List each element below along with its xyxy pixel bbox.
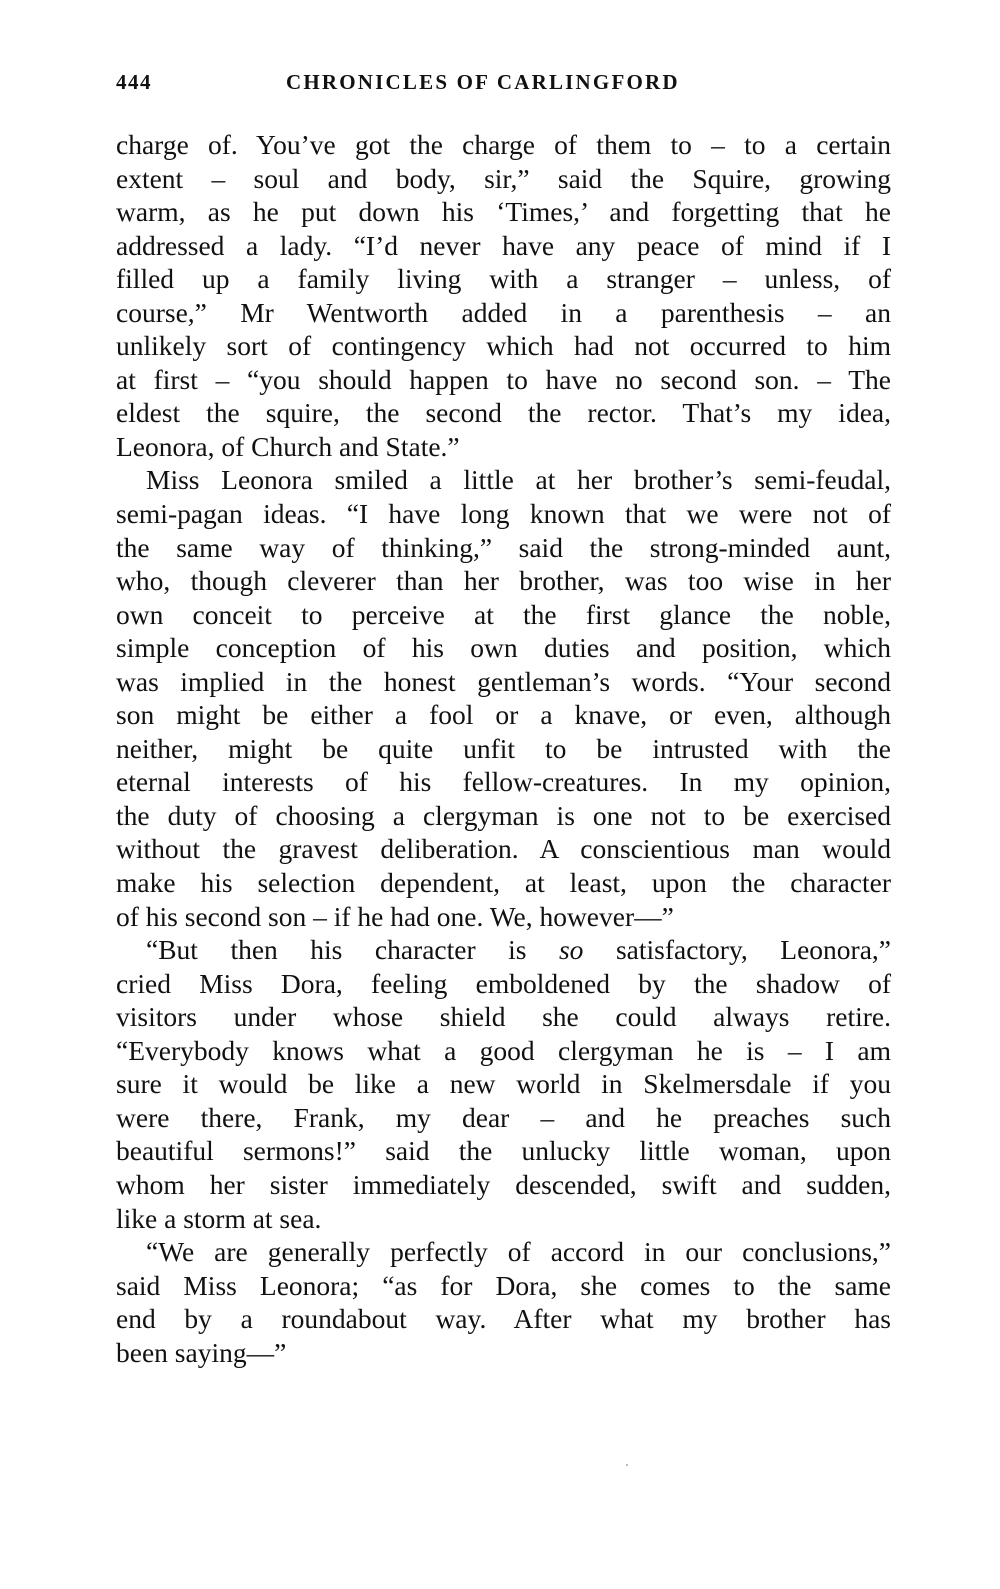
text-line: unlikely sort of contingency which had not occurred to him [116, 330, 891, 362]
text-line: been saying—” [116, 1336, 287, 1368]
text-line: whom her sister immediately descended, swift and sudden, [116, 1168, 891, 1200]
text-run: “But then his character is [146, 934, 559, 966]
text-line: “Everybody knows what a good clergyman he is – I am [116, 1034, 891, 1066]
scan-speck [626, 1464, 628, 1466]
text-line: said Miss Leonora; “as for Dora, she comes to the same [116, 1269, 891, 1301]
paragraph-4 [116, 1235, 891, 1369]
text-line: was implied in the honest gentleman’s words. “Your second [116, 665, 891, 697]
text-line: eldest the squire, the second the rector. That’s my idea, [116, 397, 891, 429]
text-line: make his selection dependent, at least, upon the character [116, 867, 891, 899]
text-line: end by a roundabout way. After what my brother has [116, 1303, 891, 1335]
text-line: Miss Leonora smiled a little at her brother’s semi-feudal, [146, 464, 891, 496]
text-line: Leonora, of Church and State.” [116, 430, 460, 462]
body-text [116, 128, 891, 1369]
text-line: semi-pagan ideas. “I have long known that we were not of [116, 498, 891, 530]
text-line: at first – “you should happen to have no second son. – The [116, 363, 891, 395]
text-line: son might be either a fool or a knave, or even, although [116, 699, 891, 731]
running-header [116, 70, 896, 100]
text-line: were there, Frank, my dear – and he preaches such [116, 1101, 891, 1133]
text-line: course,” Mr Wentworth added in a parenthesis – an [116, 296, 891, 328]
text-line: of his second son – if he had one. We, however—” [116, 900, 674, 932]
text-line [116, 933, 891, 967]
paragraph-2 [116, 463, 891, 933]
emphasis-text: so [558, 934, 584, 966]
text-line: simple conception of his own duties and position, which [116, 632, 891, 664]
text-line: cried Miss Dora, feeling emboldened by the shadow of [116, 967, 891, 999]
text-line: visitors under whose shield she could always retire. [116, 1001, 891, 1033]
text-line: beautiful sermons!” said the unlucky little woman, upon [116, 1135, 891, 1167]
paragraph-3 [116, 933, 891, 1235]
text-line: like a storm at sea. [116, 1202, 322, 1234]
text-line: warm, as he put down his ‘Times,’ and forgetting that he [116, 196, 891, 228]
text-line: without the gravest deliberation. A conscientious man would [116, 833, 891, 865]
text-line: sure it would be like a new world in Skelmersdale if you [116, 1068, 891, 1100]
paragraph-1 [116, 128, 891, 463]
text-line: neither, might be quite unfit to be intrusted with the [116, 732, 891, 764]
text-line: extent – soul and body, sir,” said the Squire, growing [116, 162, 891, 194]
text-line: eternal interests of his fellow-creatures. In my opinion, [116, 766, 891, 798]
text-line: addressed a lady. “I’d never have any peace of mind if I [116, 229, 891, 261]
text-line: who, though cleverer than her brother, was too wise in her [116, 565, 891, 597]
text-line: filled up a family living with a stranger – unless, of [116, 263, 891, 295]
page-number: 444 [116, 70, 152, 94]
running-title: CHRONICLES OF CARLINGFORD [286, 70, 680, 94]
text-run: satisfactory, Leonora,” [583, 934, 891, 966]
text-line: own conceit to perceive at the first glance the noble, [116, 598, 891, 630]
text-line: the same way of thinking,” said the strong-minded aunt, [116, 531, 891, 563]
text-line: the duty of choosing a clergyman is one not to be exercised [116, 799, 891, 831]
text-line: charge of. You’ve got the charge of them to – to a certain [116, 129, 891, 160]
text-line: “We are generally perfectly of accord in our conclusions,” [146, 1236, 891, 1268]
